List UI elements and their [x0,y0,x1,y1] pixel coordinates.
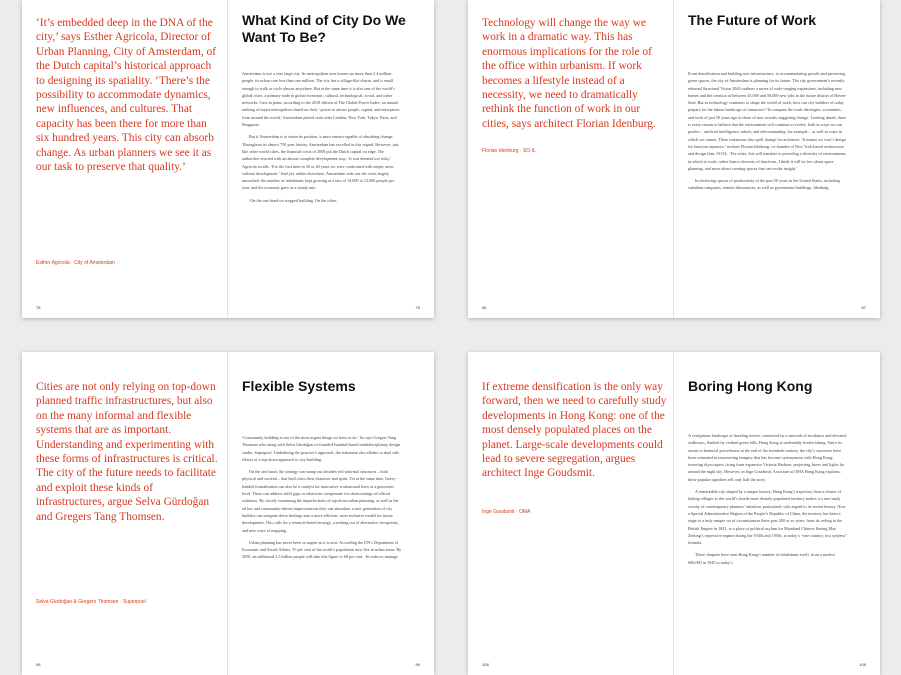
article-title: Flexible Systems [242,378,356,394]
quote-credit: Esther Agricola · City of Amsterdam [36,260,115,266]
article-body [242,434,402,566]
page-number: 98 [36,662,41,667]
page-number: 87 [861,305,866,310]
body-paragraph: ‘On the one hand we stopped building. On the other, [249,197,337,203]
body-paragraph: On the one hand, the strategy can stamp out decades-old informal structures – both physical and societal – that lend cities their character and spirit. Yet at the same time, heavy-handed formalisation can also be a catalyst for innovative workaround fixes at a grassroots level. These can address infill gaps or otherwise compensate for shortcomings of official solutions. By closely examining the imperfections of top-down urban planning, as well as the ad hoc and community-driven improvisations they can stimulate, a new generation of city builders can integrate these findings into a more efficient, more inclusive model for future development. This calls for a research-based strategy, a seeking out of alternative viewpoints, and new ways of mapping. [242,469,399,533]
spread-flexible-systems [22,352,434,675]
spread-boring-hong-kong [468,352,880,675]
body-paragraph: In reviewing spaces of productivity of the past 50 years in the United States, including suburban campuses, remote laboratories, as well as government buildings, Idenburg [688,178,840,191]
pull-quote: Cities are not only relying on top-down planned traffic infrastructures, but also on the many informal and flexible systems that are as important. Understanding and experimenting with these forms of infrastructures is critical. The city of the future needs to facilitate and exploit these kinds of infrastructures, argue Selva Gürdoğan and Gregers Tang Thomsen. [36,381,218,523]
left-page [22,352,228,675]
right-page [228,352,434,675]
body-paragraph: Urban planning has never been so urgent as it is now. According the UN’s Department of Economic and Social Affairs, 55 per cent of the world’s population now live in urban areas. By 2050, an additional 2.5 billion people will take this figure to 68 per cent. ‘In order to manage [242,539,402,560]
article-title: The Future of Work [688,12,817,28]
article-body [242,70,402,209]
quote-credit: Selva Gürdoğan & Gregers Thomsen · Superpool [36,599,146,605]
quote-credit: Florian Idenburg · SO-IL [482,148,536,154]
page-number: 99 [415,662,420,667]
page-number: 86 [482,305,487,310]
body-paragraph: These chapters have seen Hong Kong’s number of inhabitants swell, from a modest 600,000 in 1945 to today’s [688,552,835,565]
body-paragraph: ‘Community building is one of the most urgent things we have to do.’ So says Gregers Tang Thomsen who along with Selva Gürdoğan co-founded Istanbul-based multidisciplinary design studio, Superpool. Underlining the practice’s approach, the statement also alludes to dual side effects of a top-down approach to city-building. [242,435,401,462]
article-body [688,432,848,571]
left-page [22,0,228,318]
body-paragraph: A vertiginous landscape of dazzling towers, connected by a network of escalators and elevated walkways, flanked by verdant green hills, Hong Kong is undeniably breath-taking. Since its ascent to financial powerhouse at the end of the twentieth century, the city’s successes have been cemented in unwavering imagery that has become synonymous with Hong Kong: towering skyscrapers, rising from expansive Victoria Harbour, projecting lasers and lights far around the night sky. However, as Inge Goudsmit, Associate at OMA Hong Kong explains, these popular signifiers tell only half the story. [688,433,847,482]
page-number: 109 [859,662,866,667]
quote-credit: Inge Goudsmit · OMA [482,509,531,515]
article-title: What Kind of City Do We Want To Be? [242,12,406,45]
page-number: 108 [482,662,489,667]
right-page [674,0,880,318]
page-number: 79 [415,305,420,310]
body-paragraph: A remarkable city shaped by a unique history, Hong Kong’s trajectory from a cluster of fishing villages to the world’s fourth-most densely populated territory makes it a rare study worthy of contemporary planners’ attention, particularly with regard to its recent history. Now a Special Administrative Region of the People’s Republic of China, the territory has been a stage to a truly unique set of circumstances these past 200 or so years: from its ceding to the British Empire in 1841, to a place of political asylum for Mainland Chinese fleeing Mao Zedong’s repressive regime during the 1940s and 1950s, to today’s “one country, two systems” formula. [688,489,848,546]
article-title: Boring Hong Kong [688,378,813,394]
left-page [468,0,674,318]
right-page [674,352,880,675]
pull-quote: ‘It’s embedded deep in the DNA of the city,’ says Esther Agricola, Director of Urban Planning, City of Amsterdam, of the Dutch capital’s historical approach to designing its spatiality. ‘There’s the possibility to accommodate dynamics, new influences, and cultures. That capacity has been there for more than six hundred years. This city can absorb change. As urban planners we see it as our task to preserve that quality.’ [36,17,217,174]
page-number: 78 [36,305,41,310]
body-paragraph: But if Amsterdam is to retain its position, it must remain capable of absorbing change. Throughout its almost 750 year history, Amsterdam has excelled in this regard. However, just like other world cities, the financial crisis of 2008 put the Dutch capital on edge. The authorities reacted with an almost complete development stop. ‘It was deemed too risky,’ Agricola recalls. ‘For the first time in 30 or 40 years we were confronted with empty areas without development.’ And yet, unlike elsewhere, Amsterdam rode out the crisis largely unscathed: the number of inhabitants kept growing at a rate of 10,000 to 12,000 people per year, and the economy grew at a steady rate. [242,134,399,191]
body-paragraph: From densification and building new infrastructure, to accommodating growth and preserving green spaces, the city of Amsterdam is planning for its future. The city government’s recently released Structural Vision 2040 outlines a series of wide-ranging expansions, including new homes and the creation of between 45,000 and 58,000 new jobs in the future district of Haven-Stad. But as technology continues to shape the world of work, how can city builders of today prepare for the labour landscape of tomorrow? To compare the work ideologies, economies, and tools of just 50 years ago to those of now reveals staggering change. Looking ahead, there is every reason to believe that the environment will continue to evolve, both in ways we can predict – artificial intelligence, robots, and telecommuting, for example – as well as ways in which we cannot. These unknowns also spell change for architects. ‘It means we won’t design for function anymore,’ reckons Florian Idenburg, co-founder of New York-based architecture and design firm, SO-IL. ‘For cities, this will translate to providing a diversity of environments in which to work, rather than a diversity of functions. I think it will be less about space planning, and more about creating spaces that can evoke insight.’ [688,71,847,171]
left-page [468,352,674,675]
pull-quote: If extreme densification is the only way forward, then we need to carefully study developments in Hong Kong: one of the most densely populated places on the planet. Large-scale developments could lead to severe segregation, argues architect Inge Goudsmit. [482,381,667,480]
spread-future-of-work [468,0,880,318]
spread-city-we-want [22,0,434,318]
right-page [228,0,434,318]
article-body [688,70,848,197]
pull-quote: Technology will change the way we work in a dramatic way. This has enormous implications for the role of the office within urbanism. If work becomes a lifestyle instead of a necessity, we need to dramatically rethink the function of work in our cities, says architect Florian Idenburg. [482,17,656,130]
body-paragraph: Amsterdam is not a very large city. Its metropolitan area houses no more than 2.4 million people, its urban core less than one million. The city has a village-like charm, and is small enough to walk or cycle almost anywhere. But at the same time it is also one of the world’s global cities, a primary node in global economic, cultural, technological, social, and other networks. Case in point: according to the 2018 edition of The Global Power Index, an annual ranking of major metropolises based on their, ‘power to attract people, capital, and enterprises from around the world,’ Amsterdam placed sixth after London, New York, Tokyo, Paris, and Singapore. [242,71,400,128]
